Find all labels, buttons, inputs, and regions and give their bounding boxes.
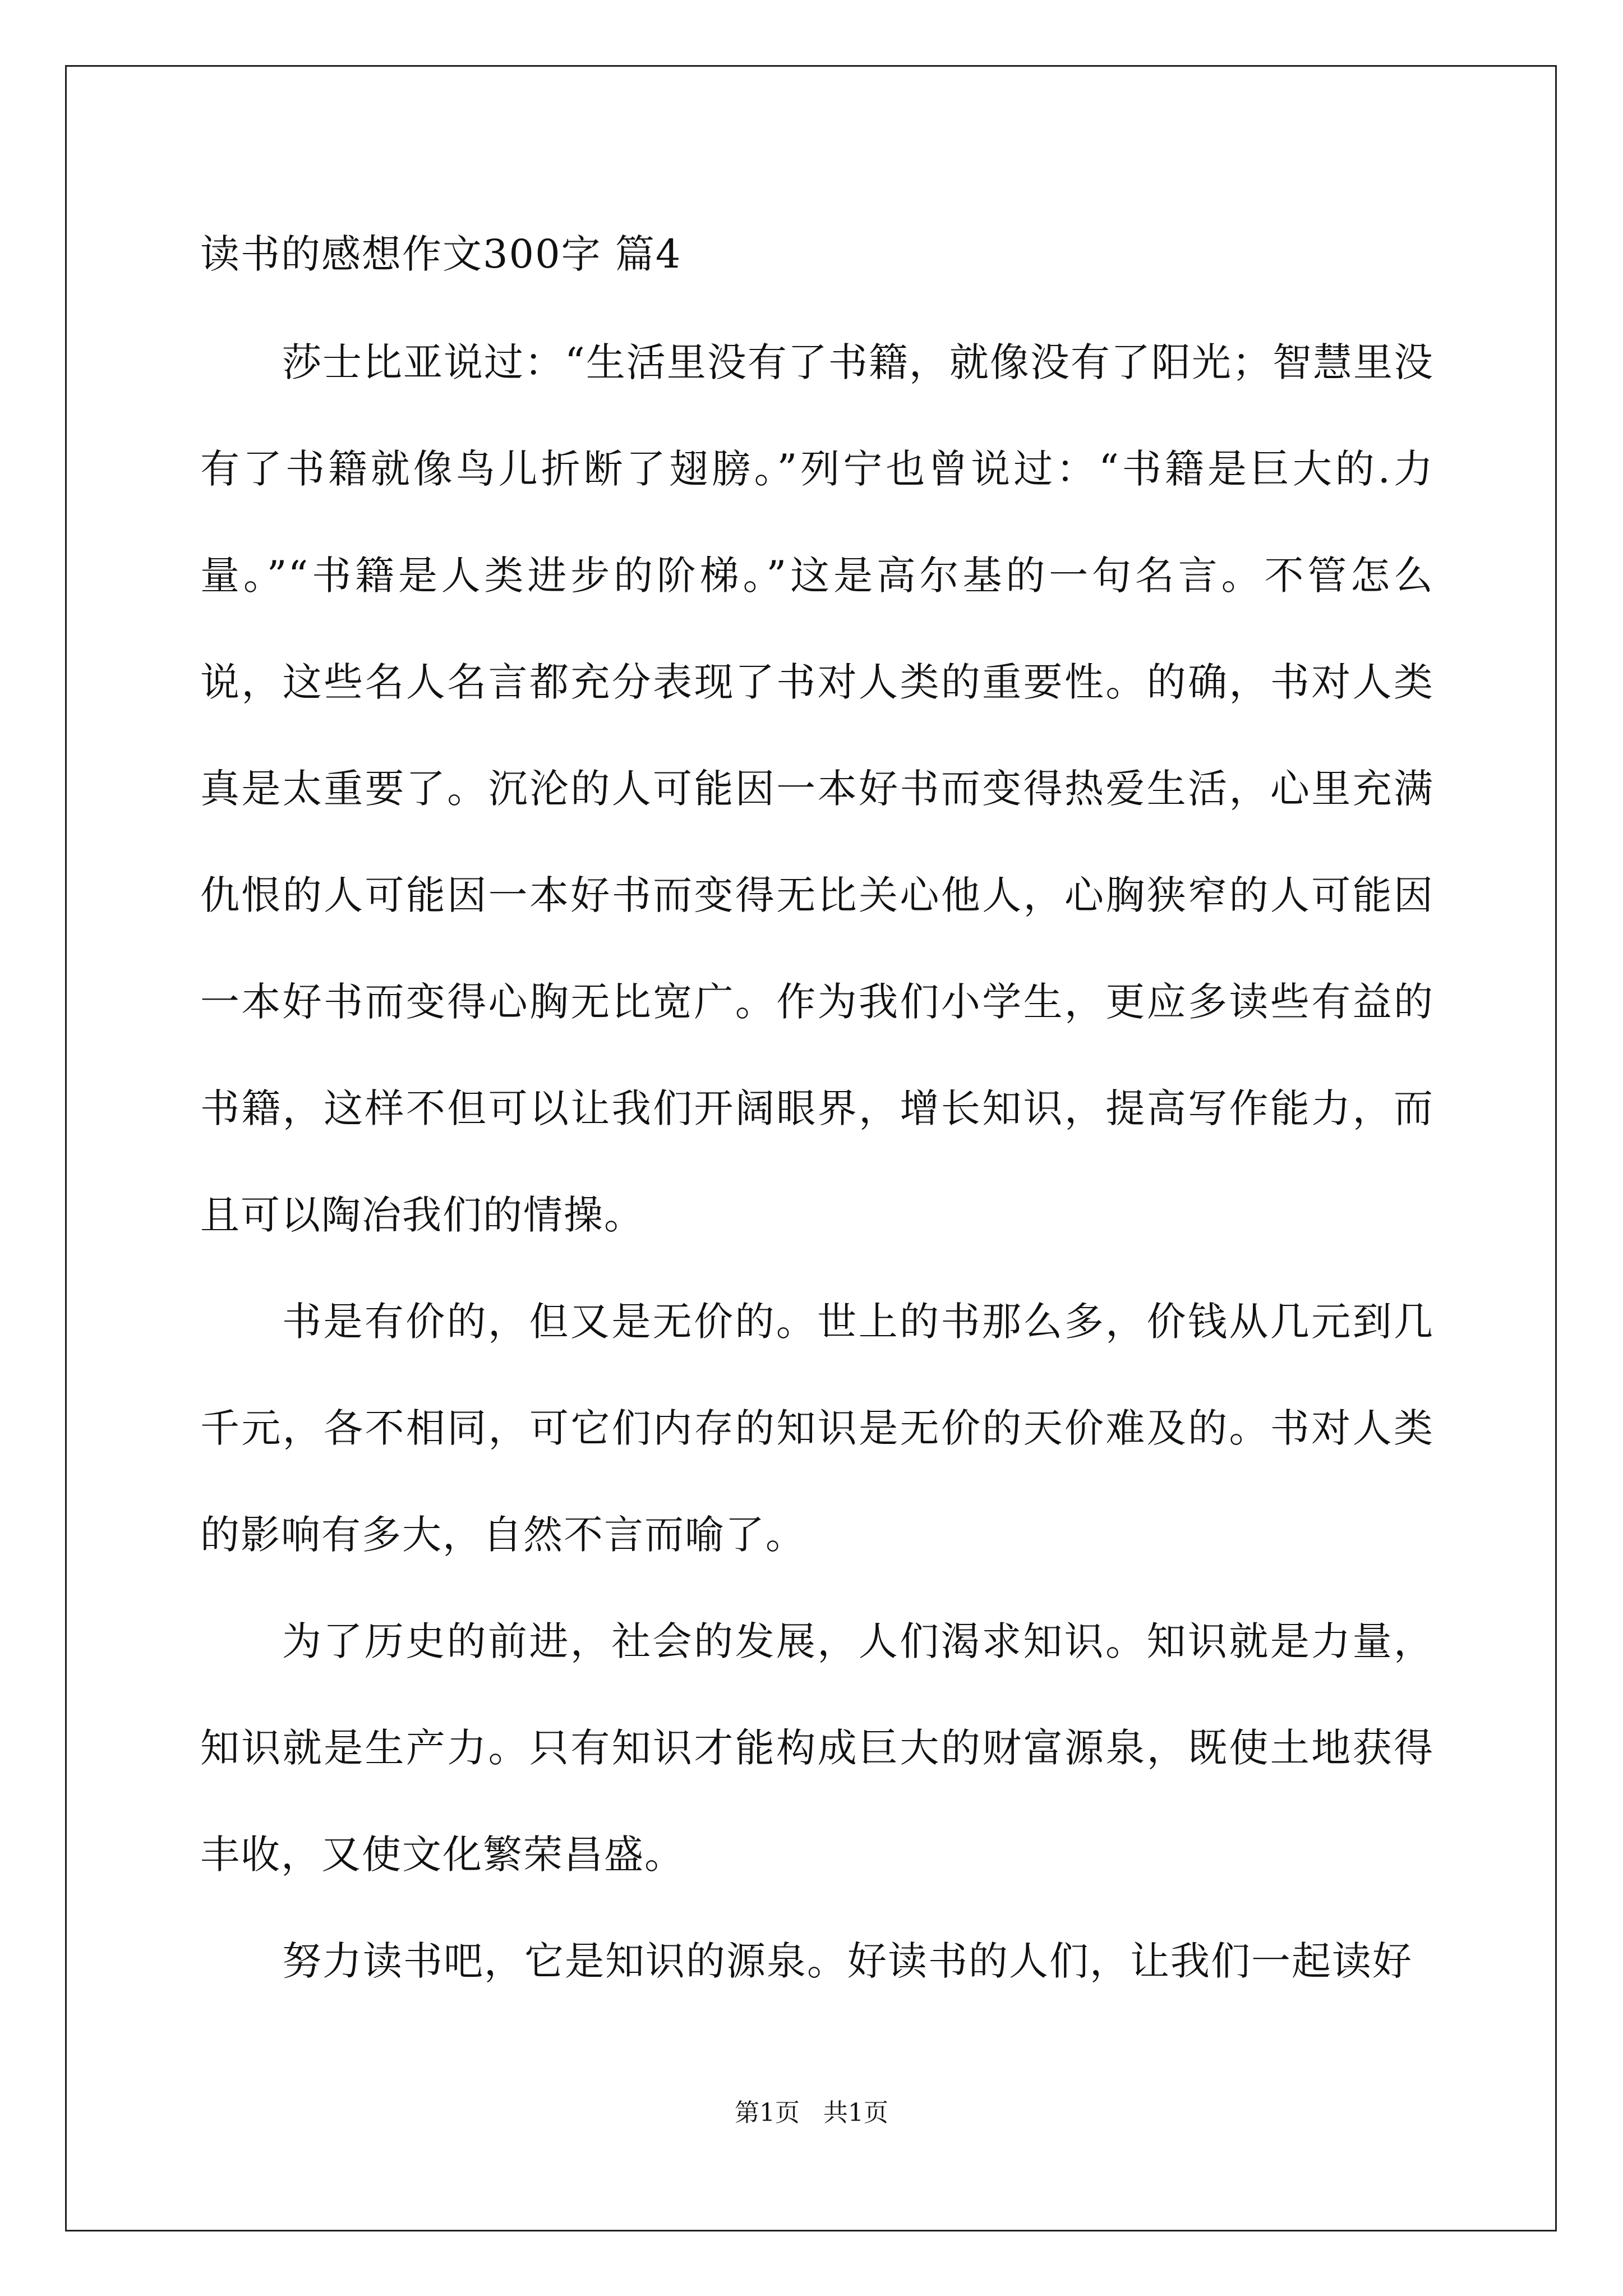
page-footer: [0, 2092, 1623, 2128]
paragraph-3: 为了历史的前进，社会的发展，人们渴求知识。知识就是力量，知识就是生产力。只有知识才能构成巨大的财富源泉，既使土地获得丰收，又使文化繁荣昌盛。: [200, 1618, 1434, 1878]
paragraph-1: 莎士比亚说过：“生活里没有了书籍，就像没有了阳光；智慧里没有了书籍就像鸟儿折断了翅膀。”列宁也曾说过：“书籍是巨大的.力量。”“书籍是人类进步的阶梯。”这是高尔基的一句名言。不管怎么说，这些名人名言都充分表现了书对人类的重要性。的确，书对人类真是太重要了。沉沦的人可能因一本好书而变得热爱生活，心里充满仇恨的人可能因一本好书而变得无比关心他人，心胸狭窄的人可能因一本好书而变得心胸无比宽广。作为我们小学生，更应多读些有益的书籍，这样不但可以让我们开阔眼界，增长知识，提高写作能力，而且可以陶冶我们的情操。: [200, 339, 1434, 1238]
page-number: 第1页 共1页: [735, 2099, 888, 2127]
paragraph-2: 书是有价的，但又是无价的。世上的书那么多，价钱从几元到几千元，各不相同，可它们内存的知识是无价的天价难及的。书对人类的影响有多大，自然不言而喻了。: [200, 1299, 1434, 1558]
document-body: [200, 222, 1434, 2014]
document-title: 读书的感想作文300字 篇4: [200, 231, 682, 277]
paragraph-4: 努力读书吧，它是知识的源泉。好读书的人们，让我们一起读好: [282, 1938, 1413, 1984]
paragraph-list: [200, 309, 1434, 2014]
